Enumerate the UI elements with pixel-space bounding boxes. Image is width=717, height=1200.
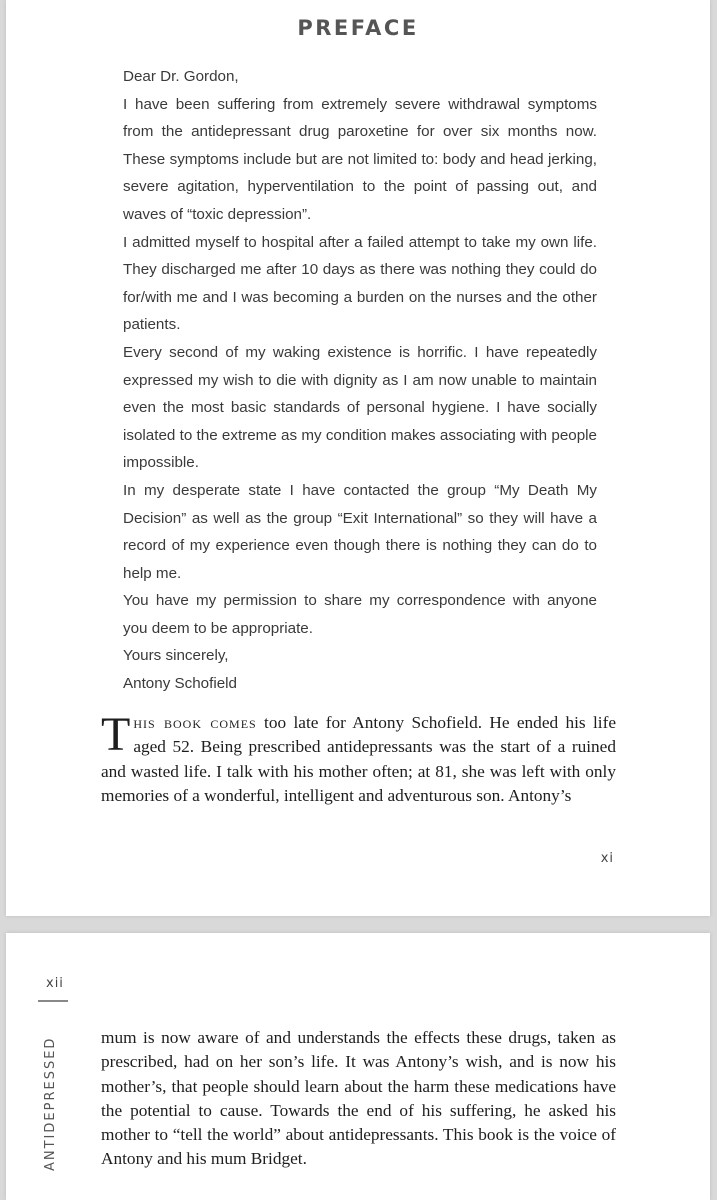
book-page-xii bbox=[6, 933, 710, 1200]
body-paragraph: mum is now aware of and understands the effects these drugs, taken as prescribed, had on her son’s life. It was Antony’s wish, and is now his mother’s, that people should learn about the harm these medications have the potential to cause. Towards the end of his suffering, he asked his mother to “tell the world” about antidepressants. This book is the voice of Antony and his mum Bridget. bbox=[101, 1028, 616, 1169]
letter-paragraph: I admitted myself to hospital after a failed attempt to take my own life. They discharged me after 10 days as there was nothing they could do for/with me and I was becoming a burden on the nurses and the other patients. bbox=[123, 233, 597, 334]
letter-paragraph: You have my permission to share my correspondence with anyone you deem to be appropriate. bbox=[123, 592, 597, 637]
page-number: xi bbox=[600, 851, 614, 866]
body-text bbox=[101, 1026, 616, 1172]
body-text bbox=[101, 708, 617, 808]
letter-paragraph: I have been suffering from extremely severe withdrawal symptoms from the antidepressant drug paroxetine for over six months now. These symptoms include but are not limited to: body and head jerking, severe agitation, hyperventilation to the point of passing out, and waves of “toxic depression”. bbox=[123, 95, 597, 223]
page-number: xii bbox=[46, 976, 64, 991]
body-paragraph bbox=[101, 708, 617, 808]
drop-cap: T bbox=[101, 708, 131, 761]
small-caps-lead: his book comes bbox=[133, 713, 257, 732]
letter-closing: Yours sincerely, bbox=[123, 647, 229, 665]
letter-paragraph: In my desperate state I have contacted the group “My Death My Decision” as well as the group “Exit International” so they will have a record of my experience even though there is nothing they can do to help me. bbox=[123, 481, 597, 582]
running-head: ANTIDEPRESSED bbox=[43, 1036, 58, 1171]
letter-salutation: Dear Dr. Gordon, bbox=[123, 68, 239, 85]
letter-paragraph: Every second of my waking existence is horrific. I have repeatedly expressed my wish to die with dignity as I am now unable to maintain even the most basic standards of personal hygiene. I have socially isolated to the extreme as my condition makes associating with people impossible. bbox=[123, 343, 597, 472]
book-page-xi bbox=[6, 0, 710, 916]
letter-signature: Antony Schofield bbox=[123, 675, 237, 693]
page-number-rule bbox=[38, 1000, 68, 1002]
letter-block bbox=[123, 63, 597, 698]
chapter-heading: PREFACE bbox=[297, 16, 419, 40]
body-paragraph-text: too late for Antony Schofield. He ended his life aged 52. Being prescribed antidepressants was the start of a ruined and wasted life. I talk with his mother often; at 81, she was left with only memories of a wonderful, intelligent and adventurous son. Antony’s bbox=[101, 713, 617, 805]
